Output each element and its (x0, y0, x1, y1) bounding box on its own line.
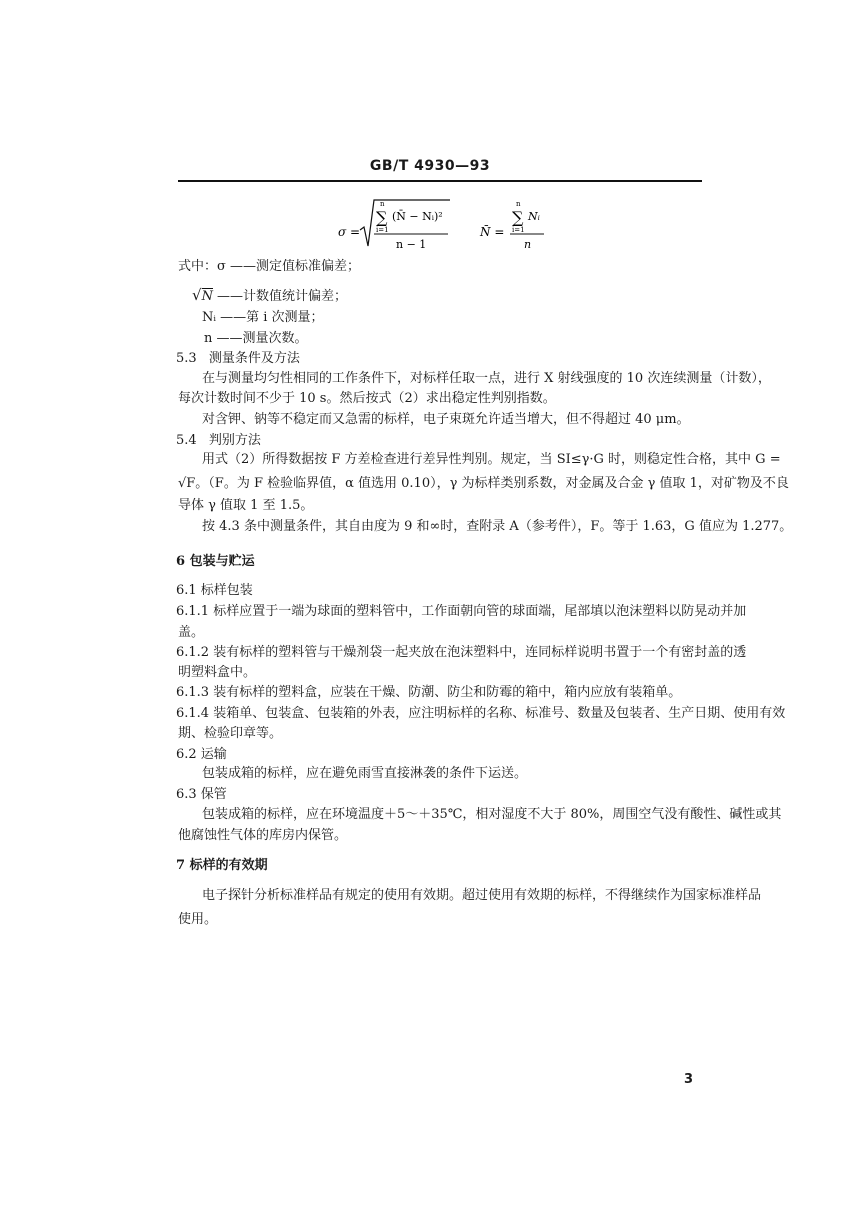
sum-sup-2: n (516, 200, 521, 208)
sum-sup-1: n (380, 200, 385, 208)
section-6-1-4-line1: 6.1.4 装箱单、包装盒、包装箱的外表，应注明标样的名称、标准号、数量及包装者、生产日期、使用有效 (176, 706, 786, 721)
section-6-1-heading: 6.1 标样包装 (176, 583, 253, 598)
sqrt-n-text: ——计数值统计偏差； (216, 289, 347, 304)
formula-sigma-nbar (330, 196, 570, 252)
section-6-1-3: 6.1.3 装有标样的塑料盒，应装在干燥、防潮、防尘和防霉的箱中，箱内应放有装箱单。 (176, 685, 682, 700)
sqrt-n-symbol: N (201, 289, 213, 304)
section-6-3-heading: 6.3 保管 (176, 787, 227, 802)
sum-sub-1: i=1 (376, 226, 389, 234)
section-6-1-2-line1: 6.1.2 装有标样的塑料管与干燥剂袋一起夹放在泡沫塑料中，连同标样说明书置于一个有密封盖的透 (176, 645, 747, 660)
sigma-lhs: σ = (338, 225, 361, 239)
section-6-2-heading: 6.2 运输 (176, 747, 227, 762)
section-6-1-1-line2: 盖。 (178, 625, 205, 640)
section-5-3-title: 测量条件及方法 (208, 351, 300, 366)
sum-sub-2: i=1 (512, 226, 525, 234)
section-5-3-p2: 对含钾、钠等不稳定而又急需的标样，电子束斑允许适当增大，但不得超过 40 μm。 (202, 412, 690, 427)
section-6-1-4-line2: 期、检验印章等。 (178, 726, 283, 741)
section-5-3-number: 5.3 (176, 351, 197, 366)
section-5-3-p1-line1: 在与测量均匀性相同的工作条件下，对标样任取一点，进行 X 射线强度的 10 次连续测量（计数）， (202, 371, 771, 386)
definition-ni: Nᵢ ——第 i 次测量； (202, 310, 324, 325)
section-6-1-2-line2: 明塑料盒中。 (178, 665, 257, 680)
nbar-lhs: N̄ = (480, 225, 505, 239)
section-7-heading: 7 标样的有效期 (176, 858, 268, 873)
sigma-numerator-term: (N̄ − Nᵢ)² (392, 210, 443, 223)
section-6-heading: 6 包装与贮运 (176, 554, 255, 569)
sum-symbol-2: ∑ (512, 208, 524, 227)
header-rule (178, 180, 702, 182)
section-5-4-number: 5.4 (176, 433, 197, 448)
section-5-4-title: 判别方法 (208, 433, 261, 448)
section-5-4-p1-line1: 用式（2）所得数据按 F 方差检查进行差异性判别。规定，当 SI≤γ·G 时，则稳定性合格，其中 G = (202, 452, 781, 467)
section-7-p-line2: 使用。 (178, 912, 218, 927)
section-6-1-1-line1: 6.1.1 标样应置于一端为球面的塑料管中，工作面朝向管的球面端，尾部填以泡沫塑料以防晃动并加 (176, 604, 747, 619)
section-5-3-heading (176, 350, 300, 368)
nbar-numerator-term: Nᵢ (528, 210, 540, 223)
sum-symbol-1: ∑ (376, 208, 388, 227)
section-5-4-p1-line2: √F。（F。为 F 检验临界值，α 值选用 0.10），γ 为标样类别系数，对金属及合金 γ 值取 1，对矿物及不良 (178, 476, 789, 491)
sigma-denominator: n − 1 (396, 238, 427, 251)
section-6-2-paragraph: 包装成箱的标样，应在避免雨雪直接淋袭的条件下运送。 (202, 766, 528, 781)
section-7-p-line1: 电子探针分析标准样品有规定的使用有效期。超过使用有效期的标样，不得继续作为国家标准样品 (202, 888, 762, 903)
section-5-4-heading (176, 432, 261, 450)
definition-n: n ——测量次数。 (204, 331, 308, 346)
sqrt-symbol: √ (192, 286, 202, 304)
page-number: 3 (684, 1072, 694, 1087)
section-5-4-p2: 按 4.3 条中测量条件，其自由度为 9 和∞时，查附录 A（参考件），F。等于 1.63，G 值应为 1.277。 (202, 519, 793, 534)
section-5-3-p1-line2: 每次计数时间不少于 10 s。然后按式（2）求出稳定性判别指数。 (178, 391, 556, 406)
section-6-3-p-line2: 他腐蚀性气体的库房内保管。 (178, 828, 348, 843)
definition-sqrt-n (192, 286, 347, 306)
section-6-3-p-line1: 包装成箱的标样，应在环境温度＋5～＋35℃，相对湿度不大于 80%，周围空气没有酸性、碱性或其 (202, 807, 782, 822)
definition-sigma: 式中：σ ——测定值标准偏差； (178, 259, 361, 274)
section-5-4-p1-line3: 导体 γ 值取 1 至 1.5。 (178, 498, 314, 513)
standard-code-header: GB/T 4930—93 (369, 158, 491, 174)
nbar-denominator: n (524, 238, 532, 251)
